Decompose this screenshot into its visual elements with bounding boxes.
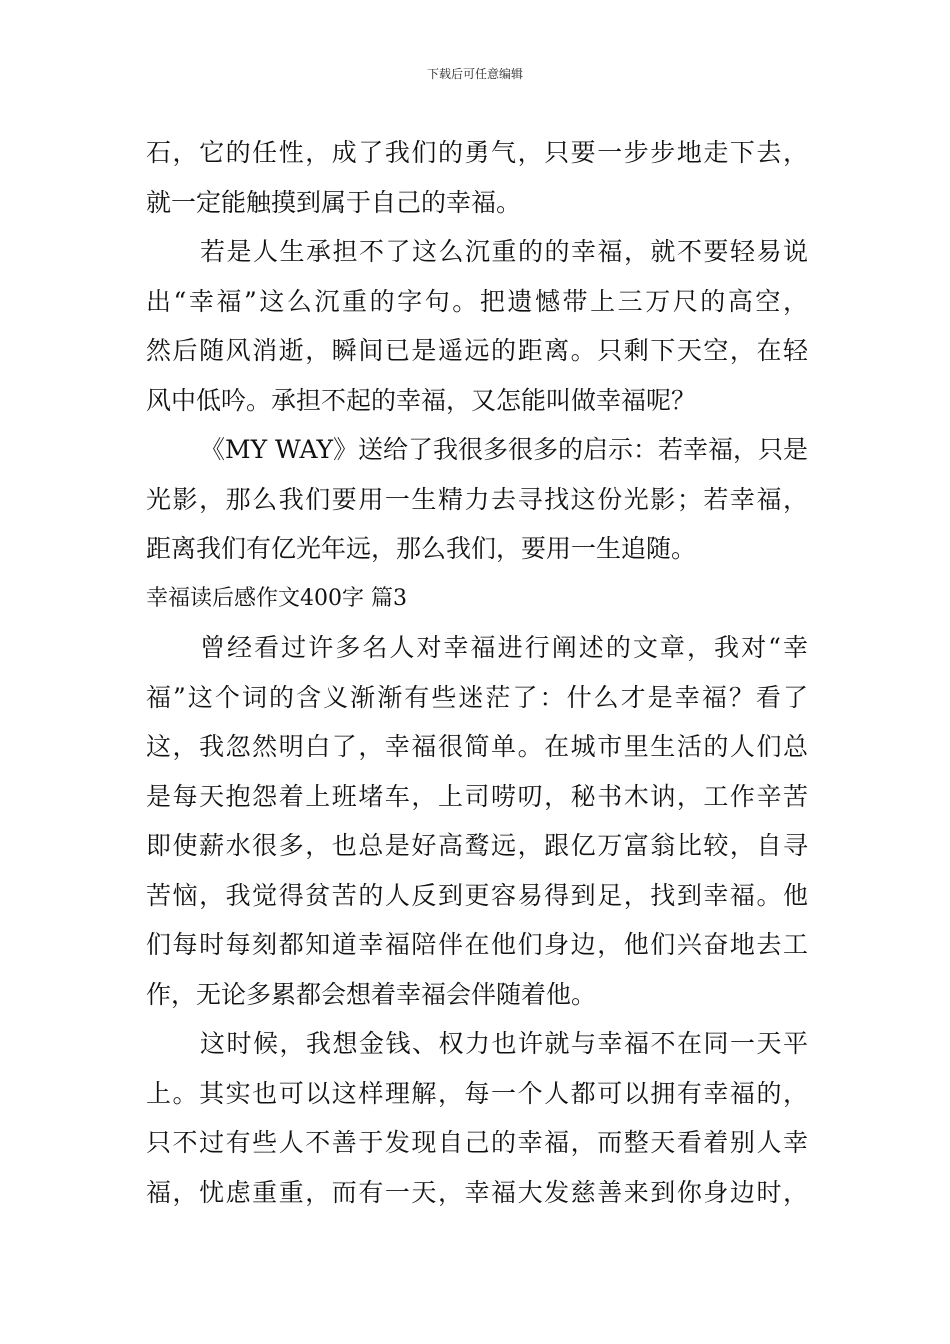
text-line: 即使薪水很多，也总是好高鹜远，跟亿万富翁比较，自寻 bbox=[146, 831, 808, 860]
document-body bbox=[146, 128, 808, 1217]
text-line: 石，它的任性，成了我们的勇气，只要一步步地走下去， bbox=[146, 138, 808, 167]
text-line: 上。其实也可以这样理解，每一个人都可以拥有幸福的， bbox=[146, 1078, 808, 1108]
text-line: 福”这个词的含义渐渐有些迷茫了：什么才是幸福？看了 bbox=[146, 682, 808, 712]
text-line: 出“幸福”这么沉重的字句。把遗憾带上三万尺的高空， bbox=[146, 286, 808, 316]
text-line: 们每时每刻都知道幸福陪伴在他们身边，他们兴奋地去工 bbox=[146, 930, 808, 959]
text-line: 只不过有些人不善于发现自己的幸福，而整天看着别人幸 bbox=[146, 1128, 808, 1157]
text-line: 作，无论多累都会想着幸福会伴随着他。 bbox=[146, 979, 597, 1009]
section-heading: 幸福读后感作文400字 篇3 bbox=[146, 585, 407, 611]
text-line: 然后随风消逝，瞬间已是遥远的距离。只剩下天空，在轻 bbox=[146, 336, 808, 365]
text-line: 曾经看过许多名人对幸福进行阐述的文章，我对“幸 bbox=[200, 633, 808, 662]
text-line: 苦恼，我觉得贫苦的人反到更容易得到足，找到幸福。他 bbox=[146, 880, 808, 910]
text-line: 是每天抱怨着上班堵车，上司唠叨，秘书木讷，工作辛苦 bbox=[146, 781, 808, 811]
text-line: 就一定能触摸到属于自己的幸福。 bbox=[146, 187, 522, 217]
text-line: 若是人生承担不了这么沉重的的幸福，就不要轻易说 bbox=[200, 237, 808, 266]
text-line: 福，忧虑重重，而有一天，幸福大发慈善来到你身边时， bbox=[146, 1177, 808, 1207]
text-line: 光影，那么我们要用一生精力去寻找这份光影；若幸福， bbox=[146, 484, 808, 514]
text-line: 这时候，我想金钱、权力也许就与幸福不在同一天平 bbox=[200, 1029, 808, 1058]
text-line: 这，我忽然明白了，幸福很简单。在城市里生活的人们总 bbox=[146, 732, 808, 761]
text-line: 距离我们有亿光年远，那么我们，要用一生追随。 bbox=[146, 534, 697, 563]
text-line: 《MY WAY》送给了我很多很多的启示：若幸福，只是 bbox=[200, 435, 809, 464]
text-line: 风中低吟。承担不起的幸福，又怎能叫做幸福呢？ bbox=[146, 385, 697, 415]
page-header: 下载后可任意编辑 bbox=[426, 67, 523, 81]
